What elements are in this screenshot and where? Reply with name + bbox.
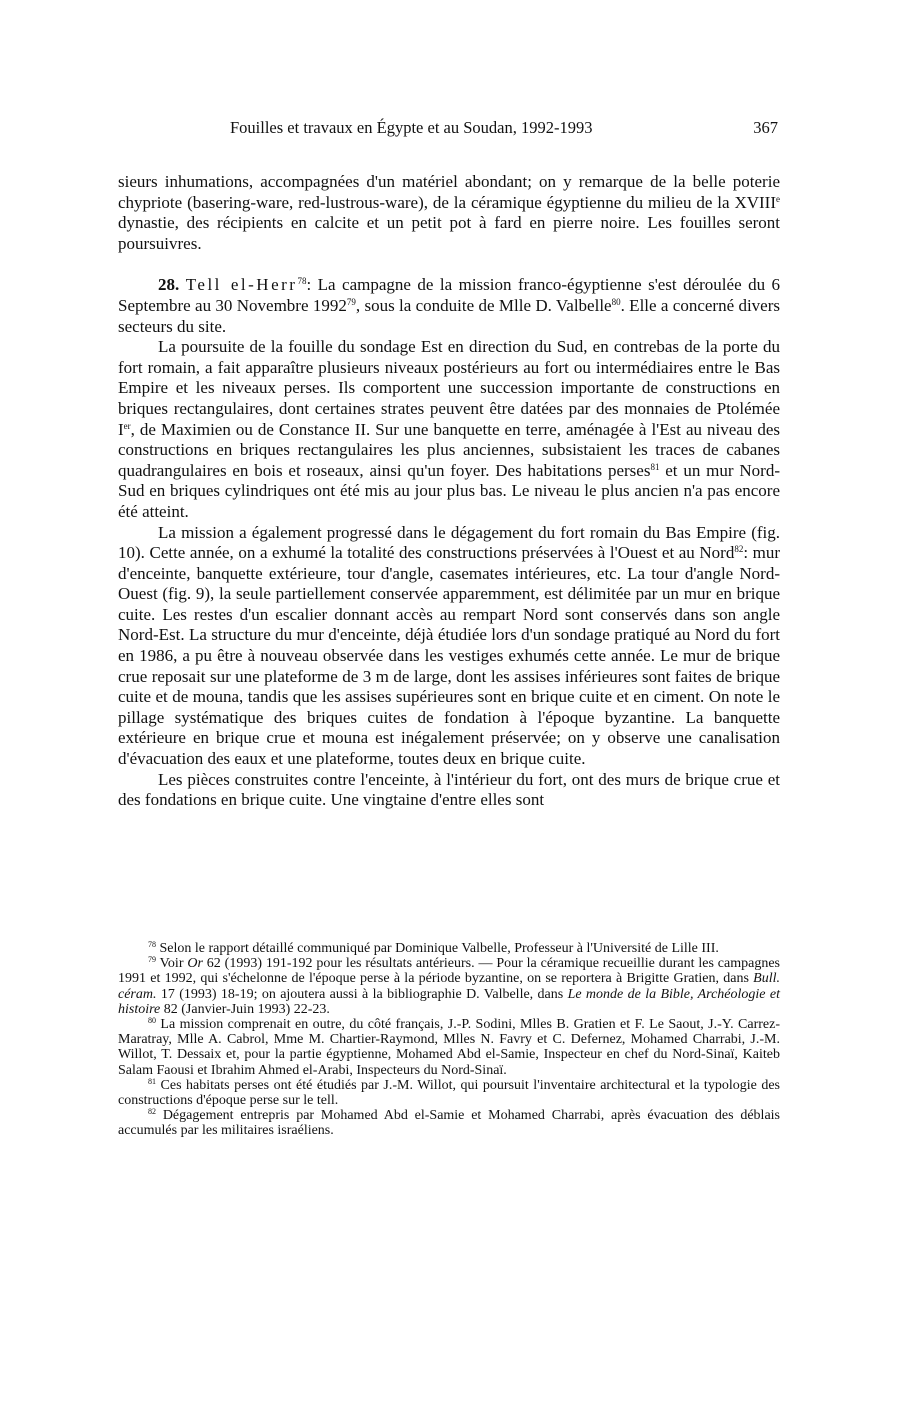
paragraph-section-28: 28. Tell el-Herr$^{78}$: La campagne de la mission franco-égyptienne s'est déroulée du 6 Septembre au 30 Novembre 1992$^{79}$, sous la conduite de Mlle D. Valbelle$^{80}$. Elle a concerné divers secteurs du site. bbox=[118, 275, 781, 336]
running-title: Fouilles et travaux en Égypte et au Soudan, 1992-1993 bbox=[230, 118, 593, 137]
footnote-81: $^{81}$ Ces habitats perses ont été étudiés par J.-M. Willot, qui poursuit l'inventaire architectural et la typologie des constructions d'époque perse sur le tell. bbox=[118, 1076, 780, 1109]
paragraph: Les pièces construites contre l'enceinte, à l'intérieur du fort, ont des murs de brique crue et des fondations en brique cuite. Une vingtaine d'entre elles sont bbox=[118, 769, 780, 810]
footnote-78: $^{78}$ Selon le rapport détaillé communiqué par Dominique Valbelle, Professeur à l'Université de Lille III. bbox=[148, 940, 719, 956]
site-name: Tell el-Herr bbox=[185, 275, 298, 295]
footnote-ref[interactable]: 78 bbox=[297, 276, 307, 287]
footnote-ref[interactable]: 82 bbox=[734, 544, 744, 555]
section-number: 28. bbox=[158, 275, 180, 295]
footnote-ref[interactable]: 79 bbox=[346, 296, 356, 307]
footnote-82: $^{82}$ Dégagement entrepris par Mohamed Abd el-Samie et Mohamed Charrabi, après évacuation des déblais accumulés par les militaires israéliens. bbox=[118, 1107, 780, 1139]
footnote-80: $^{80}$ La mission comprenait en outre, du côté français, J.-P. Sodini, Mlles B. Gratien et F. Le Saout, J.-Y. Carrez-Maratray, Mlle A. Cabrol, Mme M. Chartier-Raymond, Mlles N. Favry et C. Defernez, Mohamed Charrabi, J.-M. Willot, T. Dessaix et, pour la partie égyptienne, Mohamed Abd el-Samie, Inspecteur en chef du Nord-Sinaï, Kaiteb Salam Faousi et Ibrahim Ahmed el-Arabi, Inspecteurs du Nord-Sinaï. bbox=[118, 1016, 780, 1078]
footnote-79: $^{79}$ Voir Or 62 (1993) 191-192 pour les résultats antérieurs. — Pour la céramique recueillie durant les campagnes 1991 et 1992, qui s'échelonne de l'époque perse à la période byzantine, on se reportera à Brigitte Gratien, dans Bull. céram. 17 (1993) 18-19; on ajoutera aussi à la bibliographie D. Valbelle, dans Le monde de la Bible, Archéologie et histoire 82 (Janvier-Juin 1993) 22-23. bbox=[118, 955, 781, 1017]
main-text bbox=[118, 172, 780, 811]
footnote-ref[interactable]: 81 bbox=[650, 461, 660, 472]
page-number: 367 bbox=[753, 118, 778, 137]
footnotes bbox=[118, 941, 780, 1139]
running-header bbox=[118, 118, 782, 142]
paragraph: La poursuite de la fouille du sondage Est en direction du Sud, en contrebas de la porte du fort romain, a fait apparaître plusieurs niveaux postérieurs au fort ou intermédiaires entre le Bas Empire et les niveaux perses. Ils comportent une succession importante de constructions en briques rectangulaires, dont certaines strates peuvent être datées par des monnaies de Ptolémée Ier, de Maximien ou de Constance II. Sur une banquette en terre, aménagée à l'Est au niveau des constructions en briques rectangulaires les plus anciennes, subsistaient les traces de cabanes quadrangulaires en bois et roseaux, ainsi qu'un foyer. Des habitations perses$^{81}$ et un mur Nord-Sud en briques cylindriques ont été mis au jour plus bas. Le niveau le plus ancien n'a pas encore été atteint. bbox=[118, 337, 780, 521]
footnote-ref[interactable]: 80 bbox=[611, 296, 621, 307]
paragraph-continued: sieurs inhumations, accompagnées d'un matériel abondant; on y remarque de la belle poterie chypriote (basering-ware, red-lustrous-ware), de la céramique égyptienne du milieu de la XVIIIe dynastie, des récipients en calcite et un petit pot à fard en pierre noire. Les fouilles seront poursuivres. bbox=[118, 172, 780, 253]
paragraph: La mission a également progressé dans le dégagement du fort romain du Bas Empire (fig. 10). Cette année, on a exhumé la totalité des constructions préservées à l'Ouest et au Nord$^{82}$: mur d'enceinte, banquette extérieure, tour d'angle, casemates intérieures, etc. La tour d'angle Nord-Ouest (fig. 9), la seule partiellement conservée apparemment, est délimitée par un mur en brique cuite. Les restes d'un escalier donnant accès au rempart Nord sont conservés dans son angle Nord-Est. La structure du mur d'enceinte, déjà étudiée lors d'un sondage pratiqué au Nord du fort en 1986, a pu être à nouveau observée dans les vestiges exhumés cette année. Le mur de brique crue reposait sur une plateforme de 3 m de large, dont les assises inférieures sont faites de brique cuite et de mouna, tandis que les assises supérieures sont en brique cuite et en ciment. On note le pillage systématique des briques cuites de fondation à l'époque byzantine. La banquette extérieure en brique crue et mouna est inégalement préservée; on y observe une canalisation d'évacuation des eaux et une plateforme, toutes deux en brique cuite. bbox=[118, 522, 780, 769]
